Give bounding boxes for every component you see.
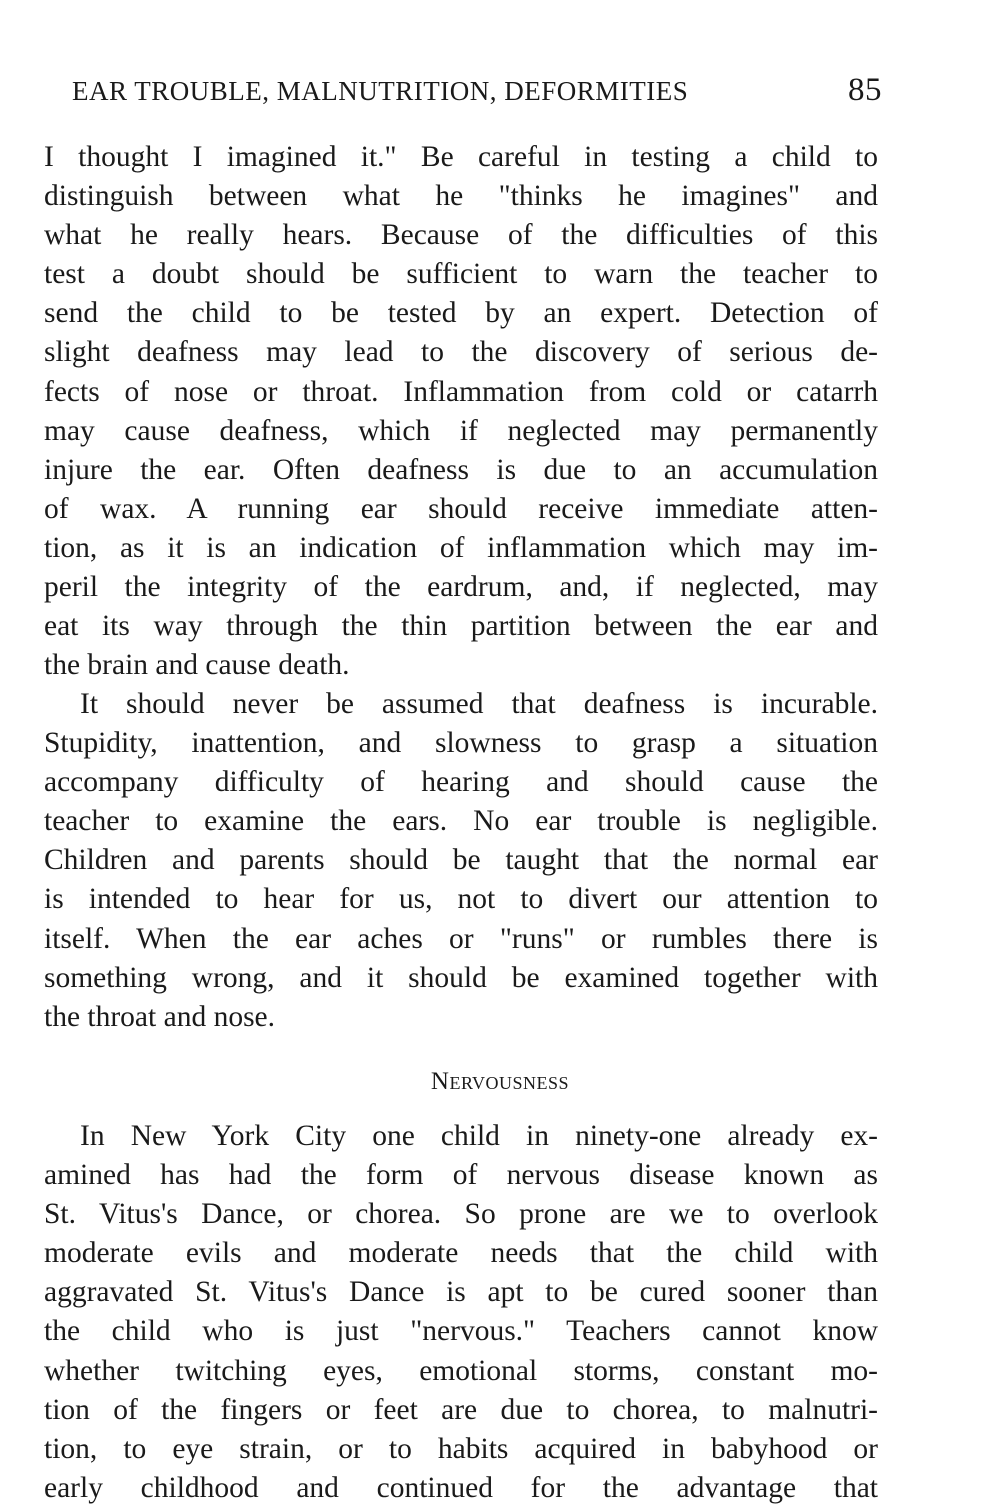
- running-header: [72, 72, 882, 108]
- text-line: Children and parents should be taught that the normal ear: [44, 844, 878, 877]
- text-line: tion, as it is an indication of inflammation which may im-: [44, 531, 878, 564]
- text-line: the brain and cause death.: [44, 649, 350, 682]
- text-line: itself. When the ear aches or "runs" or rumbles there is: [44, 922, 878, 955]
- text-line: may cause deafness, which if neglected may permanently: [44, 414, 878, 447]
- page-number: 85: [848, 72, 882, 108]
- text-line: It should never be assumed that deafness is incurable.: [80, 688, 878, 720]
- text-line: early childhood and continued for the advantage that: [44, 1471, 878, 1504]
- text-line: In New York City one child in ninety-one already ex-: [80, 1120, 878, 1152]
- text-line: send the child to be tested by an expert. Detection of: [44, 297, 878, 330]
- text-line: tion of the fingers or feet are due to chorea, to malnutri-: [44, 1393, 878, 1426]
- paragraph-deafness-incurable: [44, 685, 878, 1037]
- paragraph-nervousness: [44, 1117, 878, 1508]
- text-line: peril the integrity of the eardrum, and, if neglected, may: [44, 571, 878, 604]
- text-line: moderate evils and moderate needs that the child with: [44, 1237, 878, 1270]
- text-line: Stupidity, inattention, and slowness to grasp a situation: [44, 727, 878, 760]
- text-line: aggravated St. Vitus's Dance is apt to be cured sooner than: [44, 1276, 878, 1309]
- text-line: distinguish between what he "thinks he imagines" and: [44, 180, 878, 213]
- text-line: of wax. A running ear should receive immediate atten-: [44, 492, 878, 525]
- text-line: teacher to examine the ears. No ear trouble is negligible.: [44, 805, 878, 838]
- text-line: injure the ear. Often deafness is due to an accumulation: [44, 453, 878, 486]
- text-line: the throat and nose.: [44, 1000, 276, 1033]
- text-line: is intended to hear for us, not to divert our attention to: [44, 883, 878, 916]
- text-line: accompany difficulty of hearing and should cause the: [44, 766, 878, 799]
- section-heading: Nervousness: [430, 1068, 570, 1095]
- text-line: slight deafness may lead to the discovery of serious de-: [44, 336, 878, 369]
- text-line: St. Vitus's Dance, or chorea. So prone are we to overlook: [44, 1198, 878, 1231]
- text-line: fects of nose or throat. Inflammation from cold or catarrh: [44, 375, 878, 408]
- text-line: tion, to eye strain, or to habits acquired in babyhood or: [44, 1432, 878, 1465]
- text-line: something wrong, and it should be examined together with: [44, 961, 878, 994]
- text-line: what he really hears. Because of the difficulties of this: [44, 219, 878, 252]
- text-line: whether twitching eyes, emotional storms, constant mo-: [44, 1354, 878, 1387]
- text-line: I thought I imagined it." Be careful in testing a child to: [44, 141, 878, 173]
- text-line: the child who is just "nervous." Teachers cannot know: [44, 1315, 878, 1348]
- running-header-title: EAR TROUBLE, MALNUTRITION, DEFORMITIES: [72, 76, 689, 106]
- paragraph-ear-testing: [44, 138, 878, 685]
- text-line: amined has had the form of nervous disease known as: [44, 1159, 878, 1192]
- text-line: test a doubt should be sufficient to warn the teacher to: [44, 258, 878, 291]
- text-line: eat its way through the thin partition between the ear and: [44, 610, 878, 643]
